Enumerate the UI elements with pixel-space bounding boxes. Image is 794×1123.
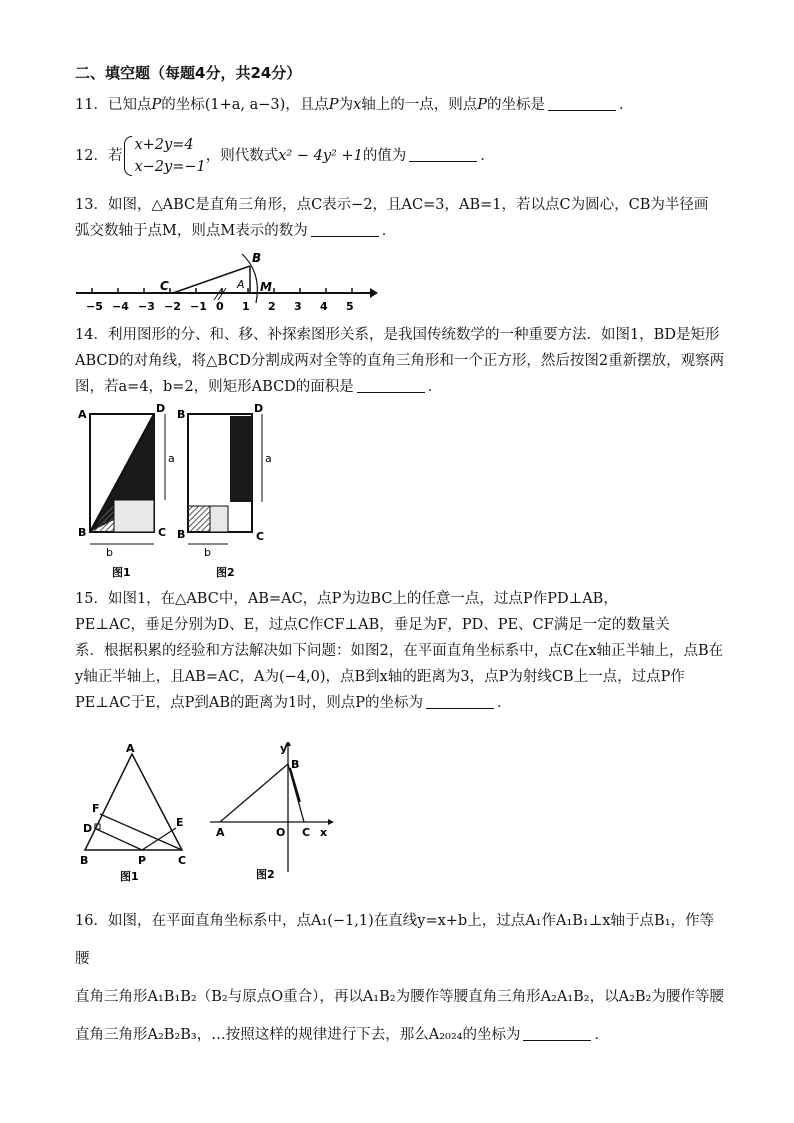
svg-text:x: x bbox=[320, 826, 328, 839]
fig1-caption: 图1 bbox=[112, 566, 131, 579]
svg-text:P: P bbox=[138, 854, 147, 867]
svg-text:a: a bbox=[265, 452, 272, 465]
tick-label: 1 bbox=[242, 300, 250, 313]
question-15: 15．如图1，在△ABC中，AB=AC，点P为边BC上的任意一点，过点P作PD⊥AB， PE⊥AC，垂足分别为D、E，过点C作CF⊥AB，垂足为F，PD、PE、CF满足一定的数量关 系．根据积累的经验和方法解决如下问题：如图2，在平面直角坐标系中，点C在x轴正半轴上，点B在 y轴正半轴上，且AB=AC，A为(−4,0)，点B到x轴的距离为3，点P为射线CB上一点，过点P作 PE⊥AC于E，点P到AB的距离为1时，则点P的坐标为 ． bbox=[75, 591, 724, 711]
question-16: 16．如图，在平面直角坐标系中，点A₁(−1,1)在直线y=x+b上，过点A₁作A₁B₁⊥x轴于点B₁，作等腰 直角三角形A₁B₁B₂（B₂与原点O重合），再以A₁B₂为腰作等腰直角三角形A₂A₁B₂，以A₂B₂为腰作等腰 直角三角形A₂B₂B₃，…按照这样的规律进行下去，那么A₂₀₂₄的坐标为 ． bbox=[75, 913, 724, 1043]
label-B: B bbox=[252, 251, 262, 265]
question-14: 14．利用图形的分、和、移、补探索图形关系，是我国传统数学的一种重要方法．如图1，BD是矩形 ABCD的对角线，将△BCD分割成两对全等的直角三角形和一个正方形，然后按图2重新摆放，观察两 图，若a=4，b=2，则矩形ABCD的面积是 ． bbox=[75, 327, 725, 395]
tick-label: −3 bbox=[138, 300, 155, 313]
label-A: A bbox=[237, 278, 245, 291]
label-C: C bbox=[160, 279, 169, 293]
svg-text:图1: 图1 bbox=[120, 870, 139, 882]
svg-text:D: D bbox=[156, 402, 166, 415]
svg-text:A: A bbox=[78, 408, 87, 421]
figure-1-triangle bbox=[80, 742, 186, 882]
tick-label: 5 bbox=[346, 300, 354, 313]
svg-text:y: y bbox=[280, 742, 288, 755]
figure-1 bbox=[78, 402, 175, 579]
question-13: 13．如图，△ABC是直角三角形，点C表示−2，且AC=3，AB=1，若以点C为圆心，CB为半径画 弧交数轴于点M，则点M表示的数为 ． bbox=[75, 197, 709, 239]
svg-text:C: C bbox=[256, 530, 265, 543]
tick-label: −4 bbox=[112, 300, 129, 313]
svg-text:O: O bbox=[276, 826, 286, 839]
svg-text:D: D bbox=[254, 402, 264, 415]
tick-label: 0 bbox=[216, 300, 224, 313]
svg-text:F: F bbox=[92, 802, 100, 815]
svg-text:a: a bbox=[168, 452, 175, 465]
svg-text:C: C bbox=[158, 526, 167, 539]
svg-text:B: B bbox=[177, 408, 186, 421]
svg-text:C: C bbox=[178, 854, 187, 867]
section-title: 二、填空题（每题4分，共24分） bbox=[75, 64, 302, 82]
svg-text:E: E bbox=[176, 816, 184, 829]
svg-text:B: B bbox=[78, 526, 87, 539]
figure-2-coordinate bbox=[210, 742, 334, 881]
svg-text:B: B bbox=[177, 528, 186, 541]
svg-text:D: D bbox=[83, 822, 93, 835]
number-line-figure bbox=[70, 248, 380, 318]
svg-text:B: B bbox=[291, 758, 300, 771]
tick-label: −5 bbox=[86, 300, 103, 313]
tick-label: 4 bbox=[320, 300, 328, 313]
tick-label: 2 bbox=[268, 300, 276, 313]
equation-system: x+2y=4 x−2y=−1 bbox=[122, 134, 205, 178]
answer-blank-14[interactable] bbox=[357, 376, 425, 393]
svg-text:图2: 图2 bbox=[256, 868, 275, 881]
svg-text:A: A bbox=[126, 742, 135, 755]
answer-blank-11[interactable] bbox=[548, 94, 616, 111]
tick-label: −1 bbox=[190, 300, 207, 313]
answer-blank-13[interactable] bbox=[311, 220, 379, 237]
tick-label: −2 bbox=[164, 300, 181, 313]
label-M: M bbox=[260, 280, 272, 294]
fig2-caption: 图2 bbox=[216, 566, 235, 579]
svg-text:C: C bbox=[302, 826, 311, 839]
answer-blank-15[interactable] bbox=[426, 692, 494, 709]
svg-text:B: B bbox=[80, 854, 89, 867]
figure-2 bbox=[177, 402, 272, 579]
svg-text:A: A bbox=[216, 826, 225, 839]
rectangle-figures bbox=[70, 402, 280, 582]
triangle-figures bbox=[70, 742, 350, 882]
question-12: 12．若 x+2y=4 x−2y=−1 ，则代数式x² − 4y² +1的值为 ． bbox=[75, 132, 725, 180]
answer-blank-16[interactable] bbox=[523, 1024, 591, 1041]
question-11: 11．已知点P的坐标(1+a, a−3)，且点P为x轴上的一点，则点P的坐标是 ． bbox=[75, 92, 725, 118]
tick-label: 3 bbox=[294, 300, 302, 313]
svg-text:b: b bbox=[106, 546, 113, 559]
svg-text:b: b bbox=[204, 546, 211, 559]
answer-blank-12[interactable] bbox=[409, 145, 477, 162]
